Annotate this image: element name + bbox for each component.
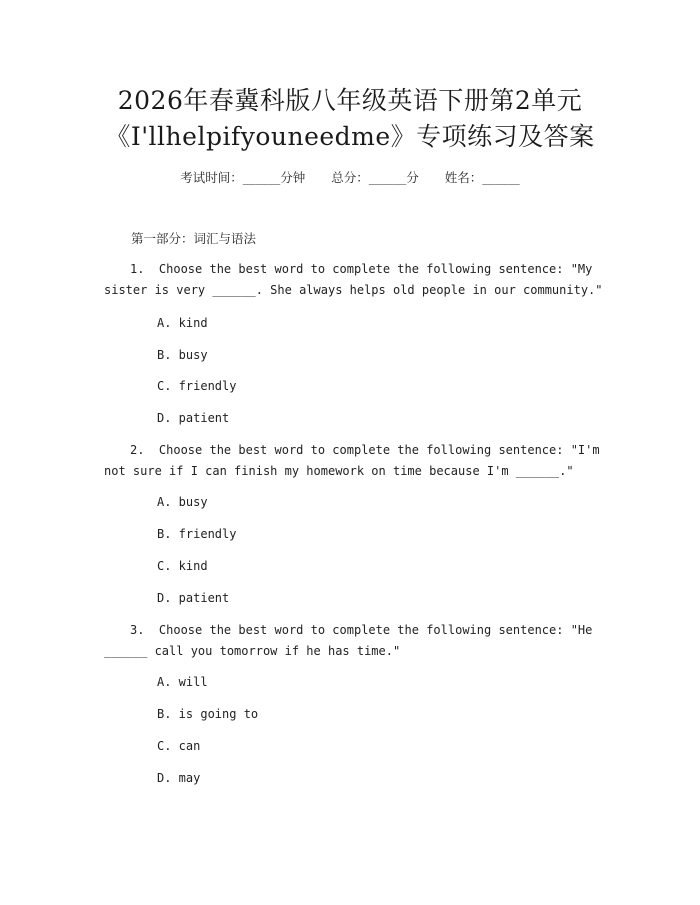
question-2-option-c: C. kind — [157, 559, 208, 573]
question-2-option-b: B. friendly — [157, 527, 237, 541]
question-2-stem-line-1: 2. Choose the best word to complete the following sentence: "I'm — [130, 443, 600, 457]
question-2-option-d: D. patient — [157, 591, 230, 605]
question-1-option-c: C. friendly — [157, 379, 237, 393]
question-1-option-a: A. kind — [157, 316, 208, 330]
question-1-stem — [104, 259, 603, 301]
question-1-stem-line-2: sister is very ______. She always helps old people in our community." — [104, 283, 603, 297]
document-title-line-2: 《I'llhelpifyouneedme》专项练习及答案 — [105, 122, 595, 151]
question-2-stem — [104, 440, 600, 482]
total-score-label: 总分：______分 — [331, 170, 419, 185]
question-1-option-b: B. busy — [157, 348, 208, 362]
question-1-option-d: D. patient — [157, 411, 230, 425]
exam-time-label: 考试时间：______分钟 — [180, 170, 306, 185]
question-1-stem-line-1: 1. Choose the best word to complete the following sentence: "My — [130, 262, 593, 276]
question-2-option-a: A. busy — [157, 495, 208, 509]
section-title: 第一部分：词汇与语法 — [131, 231, 257, 246]
question-3-stem-line-1: 3. Choose the best word to complete the following sentence: "He — [130, 623, 593, 637]
question-3-option-c: C. can — [157, 739, 201, 753]
question-3-option-d: D. may — [157, 771, 201, 785]
question-3-option-a: A. will — [157, 675, 208, 689]
exam-meta-line — [0, 169, 700, 187]
question-3-stem — [104, 620, 593, 662]
question-3-stem-line-2: ______ call you tomorrow if he has time." — [104, 644, 401, 658]
question-3-option-b: B. is going to — [157, 707, 259, 721]
student-name-label: 姓名：______ — [444, 170, 520, 185]
question-2-stem-line-2: not sure if I can finish my homework on time because I'm ______." — [104, 464, 574, 478]
document-title-line-1: 2026年春冀科版八年级英语下册第2单元 — [117, 86, 583, 115]
